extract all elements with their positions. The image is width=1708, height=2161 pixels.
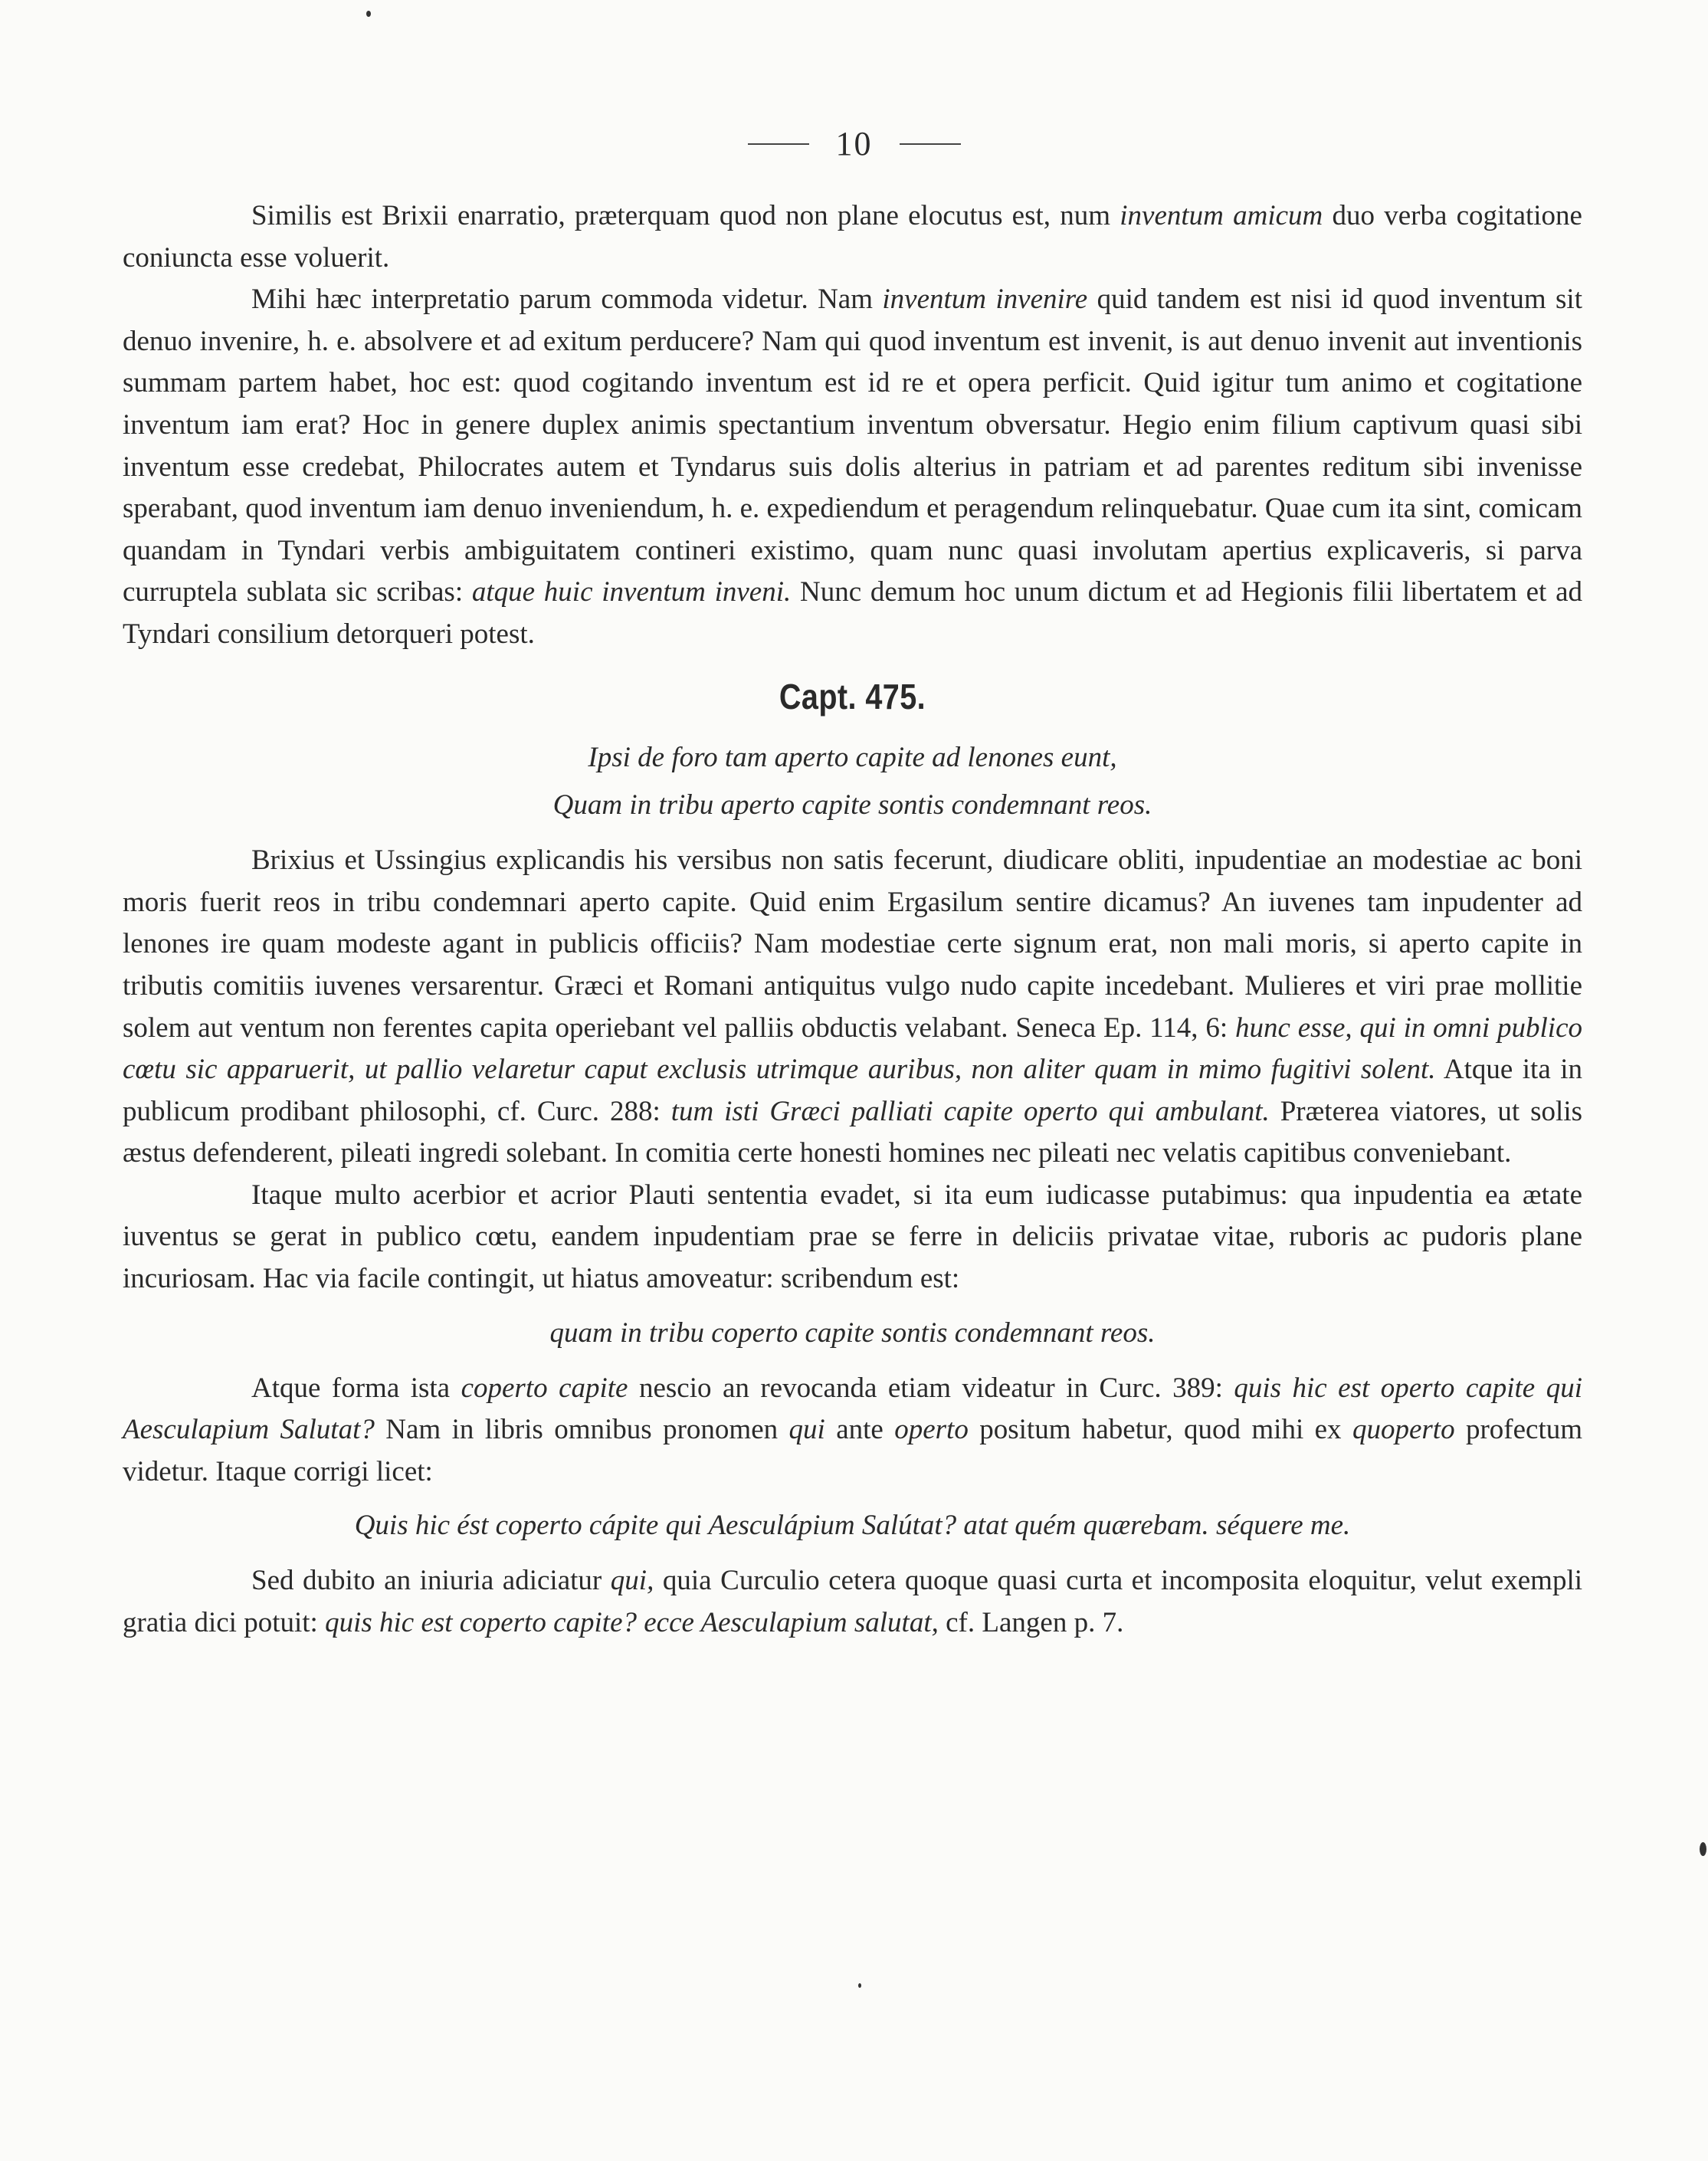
paragraph-5 — [123, 1368, 1582, 1494]
italic-run: qui, — [610, 1565, 654, 1597]
text-run: Præterea viatores, ut solis æstus defenderent, pileati ingredi solebant. In comitia certe honesti homines nec pileati nec velatis capitibus conveniebant. — [123, 1095, 1583, 1169]
italic-run: quoperto — [1352, 1414, 1455, 1446]
text-run: positum habetur, quod mihi ex — [968, 1414, 1352, 1446]
italic-run: tum isti Græci palliati capite operto qui ambulant. — [670, 1095, 1270, 1127]
paragraph-4 — [123, 1175, 1582, 1300]
paragraph-6 — [123, 1560, 1582, 1644]
speck — [366, 11, 371, 17]
text-run: ante — [824, 1414, 895, 1446]
section-heading: Capt. 475. — [779, 676, 926, 717]
verse-line-3: quam in tribu coperto capite sontis condemnant reos. — [549, 1317, 1156, 1349]
verse-line-1: Ipsi de foro tam aperto capite ad lenones eunt, — [588, 742, 1117, 774]
italic-run: qui — [788, 1414, 825, 1446]
page-number: 10 — [835, 125, 873, 163]
paragraph-3 — [123, 840, 1582, 1175]
text-run: Sed dubito an iniuria adiciatur — [251, 1565, 611, 1597]
italic-run: quis hic est coperto capite? ecce Aesculapium salutat, — [325, 1607, 939, 1639]
italic-run: inventum amicum — [1120, 200, 1323, 231]
speck — [1700, 1842, 1706, 1856]
verse-line-2: Quam in tribu aperto capite sontis condemnant reos. — [552, 789, 1152, 821]
text-run: Brixius et Ussingius explicandis his versibus non satis fecerunt, diudicare obliti, inpudentiae an modestiae ac boni moris fuerit reos in tribu condemnari aperto capite. Quid enim Ergasilum sentire dicamus? An iuvenes tam inpudenter ad lenones ire quam modeste agant in publicis officiis? Nam modestiae certe signum erat, non mali moris, si aperto capite in tributis comitiis iuvenes versarentur. Græci et Romani antiquitus vulgo nudo capite incedebant. Mulieres et viri prae mollitie solem aut ventum non ferentes capita operiebant vel palliis obductis velabant. Seneca Ep. 114, 6: — [123, 844, 1582, 1044]
paragraph-2 — [123, 279, 1582, 655]
italic-run: atque huic inventum inveni. — [471, 576, 792, 608]
verse-line-4: Quis hic ést coperto cápite qui Aesculápium Salútat? atat quém quærebam. séquere me. — [354, 1510, 1351, 1542]
text-run: nescio an revocanda etiam videatur in Curc. 389: — [628, 1372, 1234, 1404]
text-run: Atque ita in publicum prodibant philosophi, cf. Curc. 288: — [123, 1054, 1582, 1127]
italic-run: inventum invenire — [882, 284, 1088, 316]
text-run: Mihi hæc interpretatio parum commoda videtur. Nam — [251, 284, 883, 316]
text-run: cf. Langen p. 7. — [938, 1607, 1124, 1639]
text-run: quid tandem est nisi id quod inventum sit denuo invenire, h. e. absolvere et ad exitum perducere? Nam qui quod inventum est invenit, is aut denuo invenit aut inventionis summam partem habet, hoc est: quod cogitando inventum est id re et opera perficit. Quid igitur tum animo et cogitatione inventum iam erat? Hoc in genere duplex animis spectantium inventum obversatur. Hegio enim filium captivum quasi sibi inventum esse credebat, Philocrates autem et Tyndarus suis dolis alterius in patriam et ad parentes reditum sibi invenisse sperabant, quod inventum iam denuo inveniendum, h. e. expediendum et peragendum relinquebatur. Quae cum ita sint, comicam quandam in Tyndari verbis ambiguitatem contineri existimo, quam nunc quasi involutam apertius explicaveris, si parva curruptela sublata sic scribas: — [123, 284, 1582, 608]
right-ornament-icon — [900, 140, 961, 148]
italic-run: hunc esse, qui in omni publico cœtu sic apparuerit, ut pallio velaretur caput exclusis utrimque auribus, non aliter quam in mimo fugitivi solent. — [123, 1012, 1582, 1086]
italic-run: operto — [894, 1414, 969, 1446]
main-text — [123, 195, 1582, 1645]
text-run: Nam in libris omnibus pronomen — [374, 1414, 789, 1446]
italic-run: quis hic est operto capite qui Aesculapium Salutat? — [123, 1372, 1582, 1446]
text-run: Atque forma ista — [251, 1372, 461, 1404]
text-run: duo verba cogitatione coniuncta esse voluerit. — [123, 200, 1582, 274]
text-run: profectum videtur. Itaque corrigi licet: — [123, 1414, 1583, 1487]
speck — [858, 1983, 861, 1988]
left-ornament-icon — [748, 140, 809, 148]
paragraph-1 — [123, 195, 1582, 279]
text-run: Itaque multo acerbior et acrior Plauti sententia evadet, si ita eum iudicasse putabimus: qua inpudentia ea ætate iuventus se gerat in publico cœtu, eandem inpudentiam prae se ferre in deliciis privatae vitae, ruboris ac pudoris plane incuriosam. Hac via facile contingit, ut hiatus amoveatur: scribendum est: — [123, 1179, 1582, 1295]
italic-run: coperto capite — [461, 1372, 628, 1404]
text-run: Nunc demum hoc unum dictum et ad Hegionis filii libertatem et ad Tyndari consilium detorqueri potest. — [123, 576, 1582, 650]
text-run: quia Curculio cetera quoque quasi curta et incomposita eloquitur, velut exempli gratia dici potuit: — [123, 1565, 1582, 1639]
page-header — [0, 121, 1708, 163]
text-run: Similis est Brixii enarratio, præterquam quod non plane elocutus est, num — [251, 200, 1120, 231]
